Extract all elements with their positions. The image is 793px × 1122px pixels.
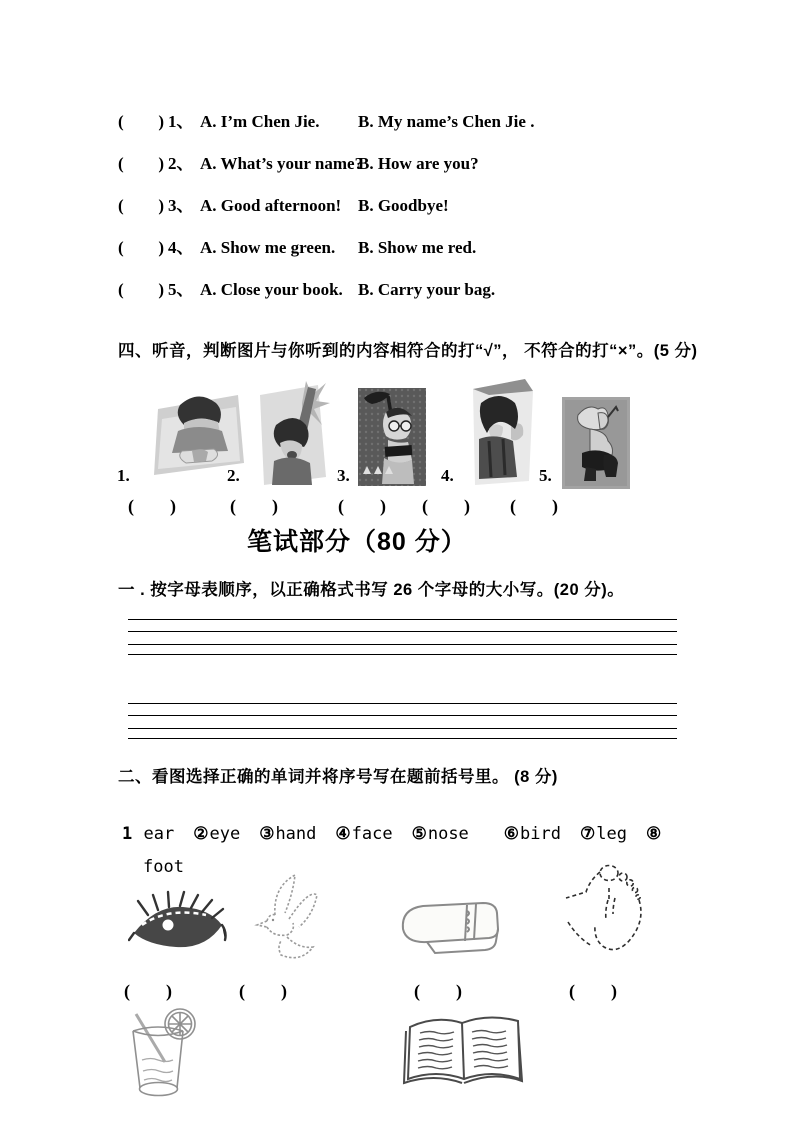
answer-paren: [414, 981, 462, 1002]
word-number: ③: [259, 824, 275, 844]
paren-close: ): [456, 981, 462, 1001]
listening-question-row: [118, 233, 683, 258]
listening-question-row: [118, 149, 683, 174]
option-b: B. Show me red.: [358, 238, 477, 257]
answer-paren: [118, 196, 164, 216]
paren-open: (: [118, 196, 124, 215]
answer-paren: [118, 112, 164, 132]
paren-close: ): [611, 981, 617, 1001]
paren-close: ): [272, 496, 278, 516]
word-option: [580, 824, 627, 844]
paren-close: ): [281, 981, 287, 1001]
question-number: 3、: [168, 196, 194, 215]
eye-image: [128, 889, 228, 957]
paren-open: (: [422, 496, 428, 516]
option-b: B. My name’s Chen Jie .: [358, 112, 535, 131]
paren-close: ): [170, 496, 176, 516]
paren-open: (: [118, 238, 124, 257]
word-text: bird: [520, 824, 561, 844]
option-a: A. Good afternoon!: [200, 196, 342, 215]
option-a: A. What’s your name?: [200, 154, 364, 173]
option-b: B. Carry your bag.: [358, 280, 496, 299]
answer-paren: [338, 496, 386, 517]
answer-paren: [118, 280, 164, 300]
word-number: 1: [122, 824, 133, 844]
answer-paren: [128, 496, 176, 517]
option-b: B. How are you?: [358, 154, 479, 173]
drink-image: [117, 1007, 205, 1102]
answer-paren: [510, 496, 558, 517]
picture-label: 3.: [337, 466, 350, 485]
foot-image: [562, 860, 650, 962]
word-options-line1: [122, 824, 662, 844]
option-a: A. I’m Chen Jie.: [200, 112, 320, 131]
section-1-heading: 一 . 按字母表顺序，以正确格式书写 26 个字母的大小写。(20 分)。: [118, 581, 625, 599]
paren-open: (: [414, 981, 420, 1001]
paren-close: ): [464, 496, 470, 516]
option-a: A. Show me green.: [200, 238, 336, 257]
option-b: B. Goodbye!: [358, 196, 449, 215]
paren-close: ): [158, 280, 164, 299]
child-sitting-image: [562, 397, 630, 489]
picture-label: 4.: [441, 466, 454, 485]
paren-open: (: [118, 280, 124, 299]
question-number: 4、: [168, 238, 194, 257]
word-option: [412, 824, 469, 844]
word-option: [143, 857, 184, 877]
picture-label: 5.: [539, 466, 552, 485]
paren-open: (: [239, 981, 245, 1001]
open-book-image: [400, 1007, 528, 1092]
paren-close: ): [380, 496, 386, 516]
writing-staff: [128, 703, 677, 739]
paren-open: (: [338, 496, 344, 516]
word-option: [504, 824, 561, 844]
listening-question-row: [118, 191, 683, 216]
section-4-heading: 四、听音，判断图片与你听到的内容相符合的打“√”， 不符合的打“×”。(5 分): [118, 342, 698, 360]
listening-question-row: [118, 107, 683, 132]
word-option: [335, 824, 392, 844]
paren-close: ): [158, 196, 164, 215]
word-text: hand: [275, 824, 317, 844]
paren-close: ): [166, 981, 172, 1001]
word-text: nose: [427, 824, 469, 844]
answer-paren: [239, 981, 287, 1002]
answer-paren: [118, 154, 164, 174]
written-part-title: 笔试部分（80 分）: [247, 528, 467, 556]
picture-label: 1.: [117, 466, 130, 485]
word-text: face: [351, 824, 393, 844]
paren-close: ): [158, 154, 164, 173]
answer-paren: [118, 238, 164, 258]
word-text: eye: [209, 824, 241, 844]
question-number: 1、: [168, 112, 194, 131]
paren-open: (: [118, 154, 124, 173]
word-option: [646, 824, 662, 844]
paren-close: ): [158, 238, 164, 257]
paren-open: (: [510, 496, 516, 516]
kid-with-glasses-image: [358, 388, 426, 486]
answer-paren: [230, 496, 278, 517]
word-option: [259, 824, 316, 844]
question-number: 5、: [168, 280, 194, 299]
word-option: [122, 824, 174, 844]
section-2-heading: 二、看图选择正确的单词并将序号写在题前括号里。 (8 分): [118, 768, 558, 786]
question-number: 2、: [168, 154, 194, 173]
word-number: ⑤: [411, 824, 427, 844]
paren-open: (: [128, 496, 134, 516]
paren-open: (: [124, 981, 130, 1001]
answer-paren: [422, 496, 470, 517]
answer-paren: [124, 981, 172, 1002]
answer-paren: [569, 981, 617, 1002]
boy-raising-arm-image: [254, 381, 332, 489]
word-number: ⑥: [503, 824, 520, 844]
word-number: ⑦: [580, 824, 596, 844]
picture-label: 2.: [227, 466, 240, 485]
word-option: [193, 824, 240, 844]
word-text: leg: [596, 824, 627, 844]
staff-line: [128, 738, 677, 739]
word-text: foot: [143, 857, 184, 877]
boy-with-bag-image: [459, 377, 537, 489]
word-number: ④: [335, 824, 351, 844]
writing-staff: [128, 619, 677, 655]
dove-image: [237, 871, 322, 981]
paren-close: ): [552, 496, 558, 516]
option-a: A. Close your book.: [200, 280, 343, 299]
staff-line: [128, 654, 677, 655]
word-number: ⑧: [645, 824, 662, 844]
paren-open: (: [230, 496, 236, 516]
word-number: ②: [193, 824, 209, 844]
word-text: ear: [143, 824, 175, 844]
paren-open: (: [569, 981, 575, 1001]
word-options-line2: [143, 857, 184, 877]
paren-close: ): [158, 112, 164, 131]
eraser-image: [397, 893, 505, 957]
listening-question-row: [118, 275, 683, 300]
paren-open: (: [118, 112, 124, 131]
